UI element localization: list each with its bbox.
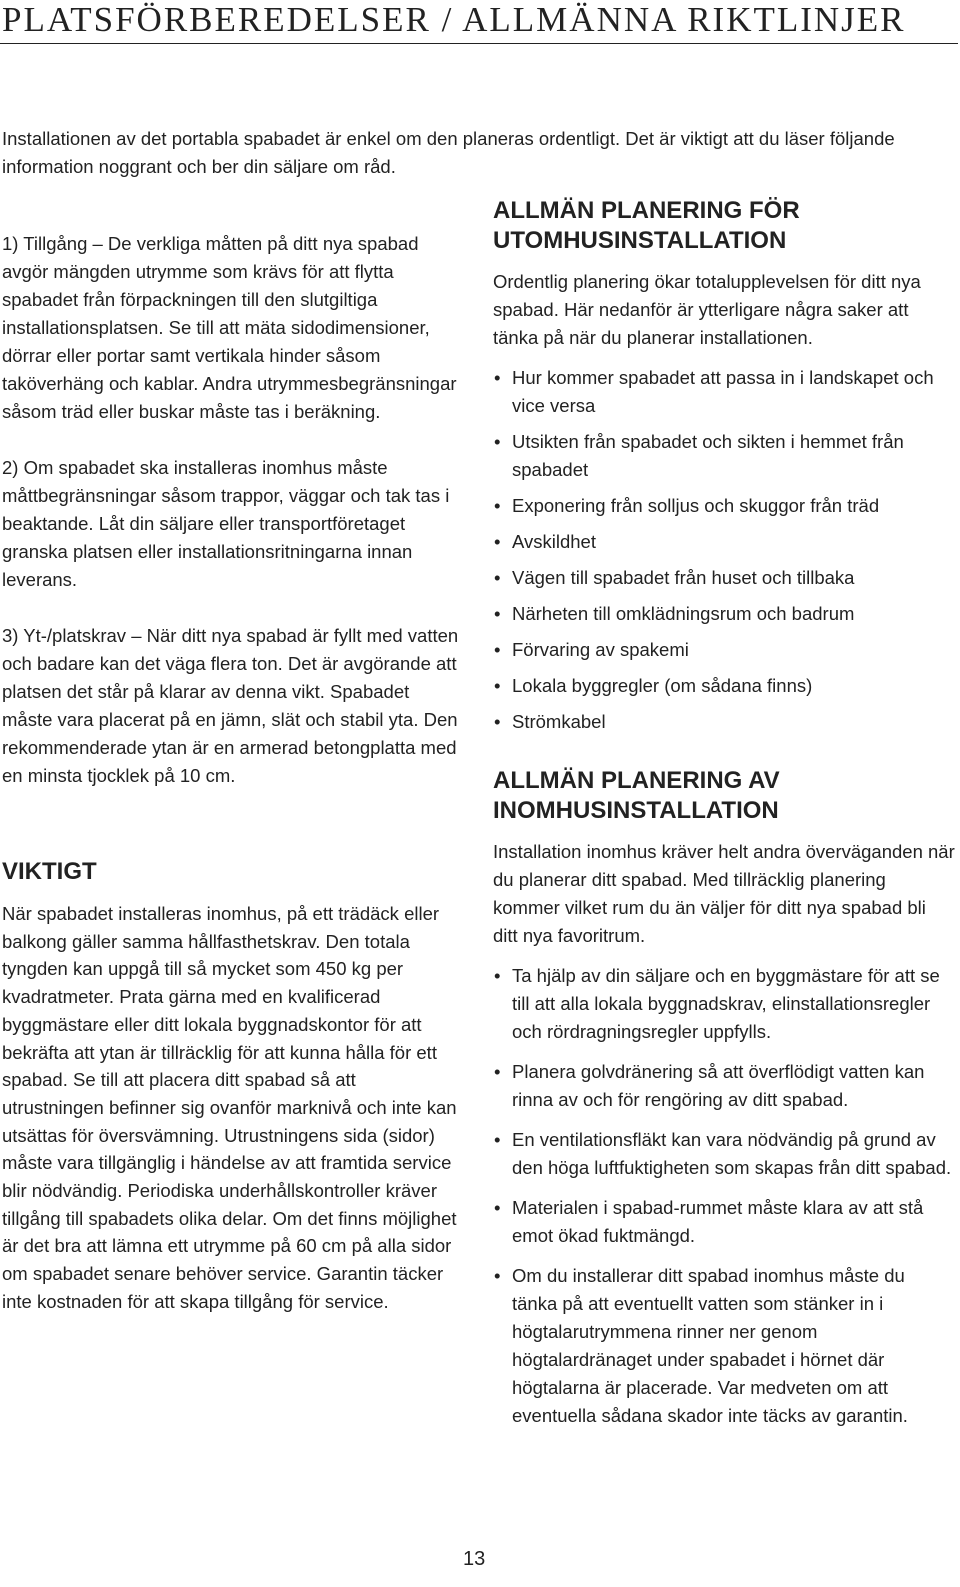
list-item: • Ta hjälp av din säljare och en byggmästare för att se till att alla lokala byggnadskrav, elinstallationsregler och rördragningsregler uppfylls. [493, 962, 955, 1046]
outdoor-intro: Ordentlig planering ökar totalupplevelsen för ditt nya spabad. Här nedanför är ytterligare några saker att tänka på när du planerar installationen. [493, 271, 921, 348]
paragraph-indoor-dimensions: 2) Om spabadet ska installeras inomhus måste måttbegränsningar såsom trappor, väggar och tak tas i beaktande. Låt din säljare eller transportföretaget granska platsen eller installationsritningarna innan leverans. [2, 457, 450, 590]
title-divider [0, 43, 958, 44]
indoor-heading: ALLMÄN PLANERING AV INOMHUSINSTALLATION [493, 767, 780, 824]
bullet-icon: • [494, 1265, 501, 1286]
bullet-icon: • [494, 367, 501, 388]
bullet-icon: • [494, 603, 501, 624]
indoor-list [493, 962, 955, 1430]
page-number: 13 [463, 1548, 486, 1570]
list-item: • Planera golvdränering så att överflödigt vatten kan rinna av och för rengöring av ditt spabad. [493, 1058, 955, 1114]
paragraph-access: 1) Tillgång – De verkliga måtten på ditt nya spabad avgör mängden utrymme som krävs för att flytta spabadet från förpackningen till den slutgiltiga installationsplatsen. Se till att mäta sidodimensioner, dörrar eller portar samt vertikala hinder såsom taköverhäng och kablar. Andra utrymmesbegränsningar såsom träd eller buskar måste tas i beräkning. [2, 233, 457, 422]
bullet-icon: • [494, 711, 501, 732]
left-column [2, 230, 462, 1316]
right-column [493, 196, 955, 1442]
list-item: • En ventilationsfläkt kan vara nödvändig på grund av den höga luftfuktigheten som skapas från ditt spabad. [493, 1126, 955, 1182]
list-item: • Om du installerar ditt spabad inomhus måste du tänka på att eventuellt vatten som stänker in i högtalarutrymmena rinner ner genom högtalardränaget under spabadet i hörnet där högtalarna är placerade. Var medveten om att eventuella sådana skador inte täcks av garantin. [493, 1262, 955, 1430]
list-item: • Vägen till spabadet från huset och tillbaka [493, 564, 955, 592]
list-item: • Utsikten från spabadet och sikten i hemmet från spabadet [493, 428, 955, 484]
bullet-icon: • [494, 567, 501, 588]
outdoor-section [493, 196, 955, 736]
paragraph-surface-requirements: 3) Yt-/platskrav – När ditt nya spabad är fyllt med vatten och badare kan det väga flera ton. Det är avgörande att platsen det står på klarar av denna vikt. Spabadet måste vara placerat på en jämn, slät och stabil yta. Den rekommenderade ytan är en armerad betongplatta med en minsta tjocklek på 10 cm. [2, 625, 459, 786]
bullet-icon: • [494, 965, 501, 986]
important-heading: VIKTIGT [2, 858, 97, 885]
bullet-icon: • [494, 531, 501, 552]
indoor-intro: Installation inomhus kräver helt andra överväganden när du planerar ditt spabad. Med tillräcklig planering kommer vilket rum du än väljer för ditt nya spabad bli ditt nya favoritrum. [493, 841, 955, 946]
list-item: • Hur kommer spabadet att passa in i landskapet och vice versa [493, 364, 955, 420]
list-item: • Strömkabel [493, 708, 955, 736]
important-section [2, 858, 462, 1316]
page-title: PLATSFÖRBEREDELSER / ALLMÄNNA RIKTLINJER [2, 0, 906, 39]
outdoor-heading: ALLMÄN PLANERING FÖR UTOMHUSINSTALLATION [493, 197, 800, 254]
bullet-icon: • [494, 1129, 501, 1150]
bullet-icon: • [494, 431, 501, 452]
bullet-icon: • [494, 495, 501, 516]
bullet-icon: • [494, 639, 501, 660]
bullet-icon: • [494, 1197, 501, 1218]
important-body: När spabadet installeras inomhus, på ett trädäck eller balkong gäller samma hållfasthetskrav. Den totala tyngden kan uppgå till så mycket som 450 kg per kvadratmeter. Prata gärna med en kvalificerad byggmästare eller ditt lokala byggnadskontor för att bekräfta att ytan är tillräcklig för att kunna hålla för ett spabad. Se till att placera ditt spabad så att utrustningen befinner sig ovanför marknivå och inte kan utsättas för översvämning. Utrustningens sida (sidor) måste vara tillgänglig i händelse av att framtida service blir nödvändig. Periodiska underhållskontroller kräver tillgång till spabadets olika delar. Om det finns möjlighet är det bra att lämna ett utrymme på 60 cm på alla sidor om spabadet senare behöver service. Garantin täcker inte kostnaden för att skapa tillgång för service. [2, 903, 457, 1312]
list-item: • Lokala byggregler (om sådana finns) [493, 672, 955, 700]
list-item: • Avskildhet [493, 528, 955, 556]
outdoor-list [493, 364, 955, 736]
bullet-icon: • [494, 1061, 501, 1082]
intro-paragraph: Installationen av det portabla spabadet är enkel om den planeras ordentligt. Det är viktigt att du läser följande information noggrant och ber din säljare om råd. [2, 128, 895, 177]
list-item: • Förvaring av spakemi [493, 636, 955, 664]
indoor-section [493, 766, 955, 1430]
list-item: • Exponering från solljus och skuggor från träd [493, 492, 955, 520]
bullet-icon: • [494, 675, 501, 696]
list-item: • Materialen i spabad-rummet måste klara av att stå emot ökad fuktmängd. [493, 1194, 955, 1250]
list-item: • Närheten till omklädningsrum och badrum [493, 600, 955, 628]
